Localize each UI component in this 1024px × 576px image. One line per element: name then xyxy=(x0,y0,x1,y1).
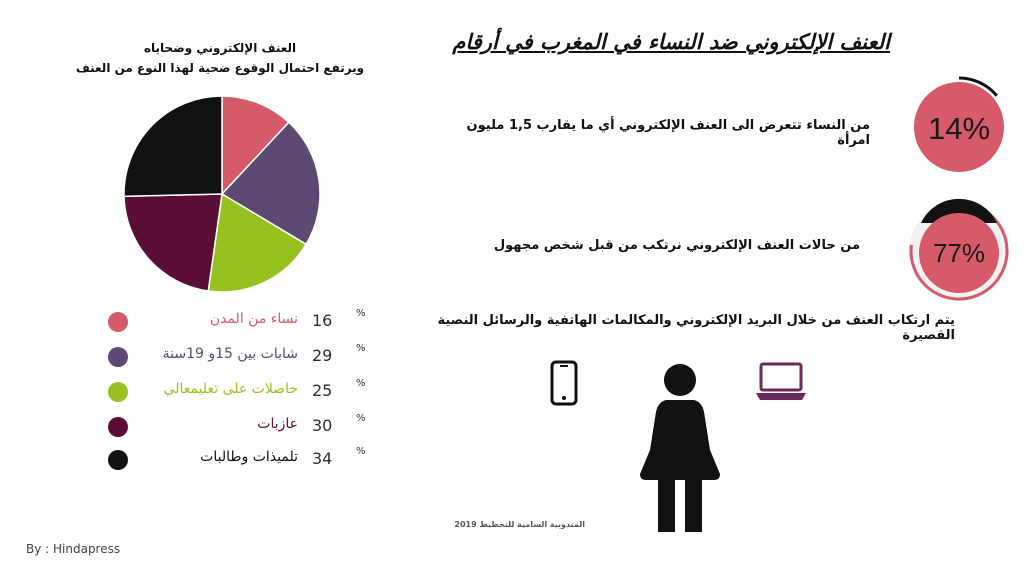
data-label: 30 xyxy=(312,416,333,435)
laptop-icon xyxy=(755,362,807,402)
legend-label: حاصلات على تعليمعالي xyxy=(163,381,298,397)
legend-swatch xyxy=(108,312,128,332)
legend-swatch xyxy=(108,450,128,470)
percent-sign: % xyxy=(356,378,366,389)
woman-icon xyxy=(630,362,730,534)
legend-swatch xyxy=(108,382,128,402)
legend-item xyxy=(100,413,380,443)
stat-gauge xyxy=(906,198,1012,304)
data-label: 16 xyxy=(312,311,333,330)
chart-title: العنف الإلكتروني وضحاياه xyxy=(143,41,297,55)
pie-slice xyxy=(124,96,222,196)
smartphone-icon xyxy=(550,360,578,406)
credit-text: By : Hindapress xyxy=(26,542,121,556)
legend-label: عازبات xyxy=(257,416,298,432)
stat-description: من النساء تتعرض الى العنف الإلكتروني أي ما يقارب 1,5 مليون امرأة xyxy=(466,118,870,148)
pie-slice xyxy=(124,194,222,291)
percent-sign: % xyxy=(356,413,366,424)
percent-sign: % xyxy=(356,446,366,457)
pie-chart xyxy=(120,92,324,296)
data-label: 25 xyxy=(312,381,333,400)
stat-gauge xyxy=(906,72,1012,178)
stat-percent: 14% xyxy=(927,111,991,146)
legend-item xyxy=(100,446,380,476)
channels-description: يتم ارتكاب العنف من خلال البريد الإلكتروني والمكالمات الهاتفية والرسائل النصية القصيرة xyxy=(437,313,955,343)
chart-subtitle: ويرتفع احتمال الوقوع ضحية لهذا النوع من العنف xyxy=(75,61,365,75)
percent-sign: % xyxy=(356,343,366,354)
data-label: 34 xyxy=(312,449,333,468)
legend-swatch xyxy=(108,347,128,367)
source-note: المندوبية السامية للتخطيط 2019 xyxy=(454,520,585,529)
legend-item xyxy=(100,308,380,338)
chart-title-block xyxy=(60,38,380,78)
legend-label: تلميذات وطالبات xyxy=(200,449,298,465)
legend-swatch xyxy=(108,417,128,437)
stat-description: من حالات العنف الإلكتروني نرتكب من قبل شخص مجهول xyxy=(493,238,860,253)
percent-sign: % xyxy=(356,308,366,319)
legend-label: شابات بين 15و 19سنة xyxy=(162,346,298,362)
legend-item xyxy=(100,343,380,373)
legend-label: نساء من المدن xyxy=(209,311,298,327)
legend-item xyxy=(100,378,380,408)
data-label: 29 xyxy=(312,346,333,365)
page-title: العنف الإلكتروني ضد النساء في المغرب في أرقام xyxy=(452,30,890,54)
stat-percent: 77% xyxy=(932,238,986,268)
